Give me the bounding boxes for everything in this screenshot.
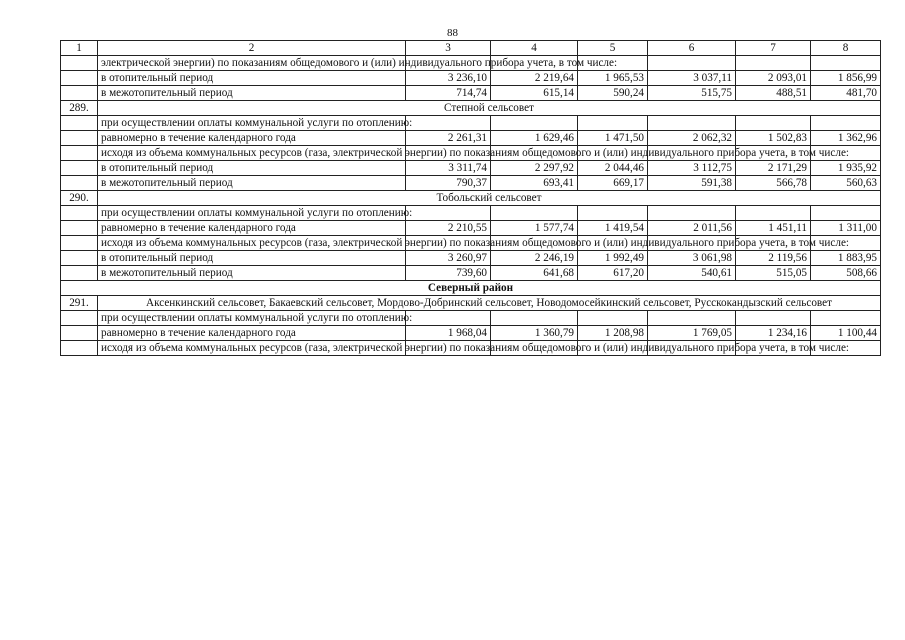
row-label: равномерно в течение календарного года xyxy=(98,221,406,236)
section-number: 290. xyxy=(61,191,98,206)
section-title: Степной сельсовет xyxy=(98,101,881,116)
row-number-cell xyxy=(61,221,98,236)
row-label: в отопительный период xyxy=(98,251,406,266)
value-cell xyxy=(736,206,811,221)
table-row xyxy=(61,56,881,71)
table-row xyxy=(61,236,881,251)
value-cell: 3 311,74 xyxy=(406,161,491,176)
value-cell: 3 260,97 xyxy=(406,251,491,266)
value-cell: 1 769,05 xyxy=(648,326,736,341)
row-label: в отопительный период xyxy=(98,71,406,86)
table-row xyxy=(61,266,881,281)
value-cell xyxy=(406,206,491,221)
row-number-cell xyxy=(61,161,98,176)
value-cell: 566,78 xyxy=(736,176,811,191)
value-cell: 1 208,98 xyxy=(578,326,648,341)
row-label: в межотопительный период xyxy=(98,86,406,101)
value-cell xyxy=(736,311,811,326)
value-cell xyxy=(811,206,881,221)
value-cell: 1 100,44 xyxy=(811,326,881,341)
row-number-cell xyxy=(61,131,98,146)
value-cell: 1 856,99 xyxy=(811,71,881,86)
value-cell: 693,41 xyxy=(491,176,578,191)
page-number: 88 xyxy=(447,27,458,39)
row-label: исходя из объема коммунальных ресурсов (газа, электрической энергии) по показаниям общедомового и (или) индивидуального прибора учета, в том числе: xyxy=(98,146,406,161)
row-label: в межотопительный период xyxy=(98,176,406,191)
section-row xyxy=(61,191,881,206)
col-header: 8 xyxy=(811,41,881,56)
value-cell: 1 234,16 xyxy=(736,326,811,341)
value-cell: 1 992,49 xyxy=(578,251,648,266)
value-cell: 2 171,29 xyxy=(736,161,811,176)
row-number-cell xyxy=(61,311,98,326)
value-cell xyxy=(648,116,736,131)
header-row xyxy=(61,41,881,56)
col-header: 7 xyxy=(736,41,811,56)
tariff-table xyxy=(60,40,881,356)
district-row xyxy=(61,281,881,296)
row-label: в отопительный период xyxy=(98,161,406,176)
value-cell xyxy=(406,116,491,131)
table-row xyxy=(61,176,881,191)
value-cell: 617,20 xyxy=(578,266,648,281)
row-number-cell xyxy=(61,71,98,86)
value-cell: 2 246,19 xyxy=(491,251,578,266)
row-number-cell xyxy=(61,326,98,341)
value-cell: 488,51 xyxy=(736,86,811,101)
row-label: равномерно в течение календарного года xyxy=(98,131,406,146)
row-number-cell xyxy=(61,251,98,266)
row-label: равномерно в течение календарного года xyxy=(98,326,406,341)
value-cell: 1 968,04 xyxy=(406,326,491,341)
value-cell xyxy=(811,311,881,326)
value-cell xyxy=(491,311,578,326)
value-cell: 3 112,75 xyxy=(648,161,736,176)
table-row xyxy=(61,221,881,236)
value-cell: 615,14 xyxy=(491,86,578,101)
row-number-cell xyxy=(61,266,98,281)
value-cell xyxy=(736,116,811,131)
value-cell: 1 471,50 xyxy=(578,131,648,146)
value-cell: 3 037,11 xyxy=(648,71,736,86)
table-row xyxy=(61,341,881,356)
table-row xyxy=(61,71,881,86)
section-number: 289. xyxy=(61,101,98,116)
value-cell: 669,17 xyxy=(578,176,648,191)
value-cell xyxy=(578,116,648,131)
col-header: 2 xyxy=(98,41,406,56)
value-cell: 2 062,32 xyxy=(648,131,736,146)
value-cell xyxy=(811,116,881,131)
value-cell xyxy=(578,311,648,326)
table-row xyxy=(61,251,881,266)
value-cell: 739,60 xyxy=(406,266,491,281)
row-label: электрической энергии) по показаниям общедомового и (или) индивидуального прибора учета, в том числе: xyxy=(98,56,406,71)
table-row xyxy=(61,86,881,101)
value-cell xyxy=(491,116,578,131)
value-cell: 641,68 xyxy=(491,266,578,281)
row-label: при осуществлении оплаты коммунальной услуги по отоплению: xyxy=(98,311,406,326)
row-label: при осуществлении оплаты коммунальной услуги по отоплению: xyxy=(98,116,406,131)
value-cell: 1 577,74 xyxy=(491,221,578,236)
row-number-cell xyxy=(61,176,98,191)
value-cell: 1 883,95 xyxy=(811,251,881,266)
value-cell: 2 044,46 xyxy=(578,161,648,176)
row-number-cell xyxy=(61,206,98,221)
value-cell xyxy=(736,56,811,71)
value-cell: 2 210,55 xyxy=(406,221,491,236)
value-cell xyxy=(648,56,736,71)
value-cell xyxy=(648,206,736,221)
value-cell: 1 965,53 xyxy=(578,71,648,86)
row-label: в межотопительный период xyxy=(98,266,406,281)
value-cell: 540,61 xyxy=(648,266,736,281)
row-number-cell xyxy=(61,56,98,71)
value-cell: 3 236,10 xyxy=(406,71,491,86)
col-header: 5 xyxy=(578,41,648,56)
value-cell xyxy=(578,206,648,221)
row-label: при осуществлении оплаты коммунальной услуги по отоплению: xyxy=(98,206,406,221)
table-row xyxy=(61,206,881,221)
value-cell: 508,66 xyxy=(811,266,881,281)
value-cell: 2 093,01 xyxy=(736,71,811,86)
table-row xyxy=(61,311,881,326)
table-row xyxy=(61,326,881,341)
row-number-cell xyxy=(61,341,98,356)
col-header: 6 xyxy=(648,41,736,56)
row-number-cell xyxy=(61,86,98,101)
table-row xyxy=(61,131,881,146)
value-cell: 515,75 xyxy=(648,86,736,101)
value-cell: 790,37 xyxy=(406,176,491,191)
table-row xyxy=(61,146,881,161)
value-cell: 1 935,92 xyxy=(811,161,881,176)
table-row xyxy=(61,116,881,131)
value-cell xyxy=(648,311,736,326)
value-cell: 714,74 xyxy=(406,86,491,101)
value-cell: 2 119,56 xyxy=(736,251,811,266)
table-row xyxy=(61,161,881,176)
row-number-cell xyxy=(61,146,98,161)
value-cell: 515,05 xyxy=(736,266,811,281)
section-title: Тобольский сельсовет xyxy=(98,191,881,206)
row-number-cell xyxy=(61,236,98,251)
value-cell: 2 011,56 xyxy=(648,221,736,236)
value-cell: 481,70 xyxy=(811,86,881,101)
col-header: 3 xyxy=(406,41,491,56)
table-body xyxy=(61,41,881,356)
row-number-cell xyxy=(61,116,98,131)
value-cell: 1 311,00 xyxy=(811,221,881,236)
value-cell: 3 061,98 xyxy=(648,251,736,266)
value-cell: 560,63 xyxy=(811,176,881,191)
col-header: 4 xyxy=(491,41,578,56)
value-cell: 1 360,79 xyxy=(491,326,578,341)
value-cell: 590,24 xyxy=(578,86,648,101)
value-cell: 591,38 xyxy=(648,176,736,191)
row-label: исходя из объема коммунальных ресурсов (газа, электрической энергии) по показаниям общедомового и (или) индивидуального прибора учета, в том числе: xyxy=(98,341,406,356)
value-cell: 1 502,83 xyxy=(736,131,811,146)
section-title: Аксенкинский сельсовет, Бакаевский сельсовет, Мордово-Добринский сельсовет, Новодомосейкинский сельсовет, Русскокандызский сельсовет xyxy=(98,296,881,311)
section-row xyxy=(61,101,881,116)
section-row xyxy=(61,296,881,311)
value-cell: 2 297,92 xyxy=(491,161,578,176)
value-cell: 1 419,54 xyxy=(578,221,648,236)
value-cell: 1 451,11 xyxy=(736,221,811,236)
value-cell: 1 362,96 xyxy=(811,131,881,146)
district-title: Северный район xyxy=(61,281,881,296)
value-cell: 2 261,31 xyxy=(406,131,491,146)
value-cell: 2 219,64 xyxy=(491,71,578,86)
col-header: 1 xyxy=(61,41,98,56)
value-cell xyxy=(811,56,881,71)
value-cell xyxy=(491,206,578,221)
row-label: исходя из объема коммунальных ресурсов (газа, электрической энергии) по показаниям общедомового и (или) индивидуального прибора учета, в том числе: xyxy=(98,236,406,251)
value-cell: 1 629,46 xyxy=(491,131,578,146)
section-number: 291. xyxy=(61,296,98,311)
value-cell xyxy=(406,311,491,326)
